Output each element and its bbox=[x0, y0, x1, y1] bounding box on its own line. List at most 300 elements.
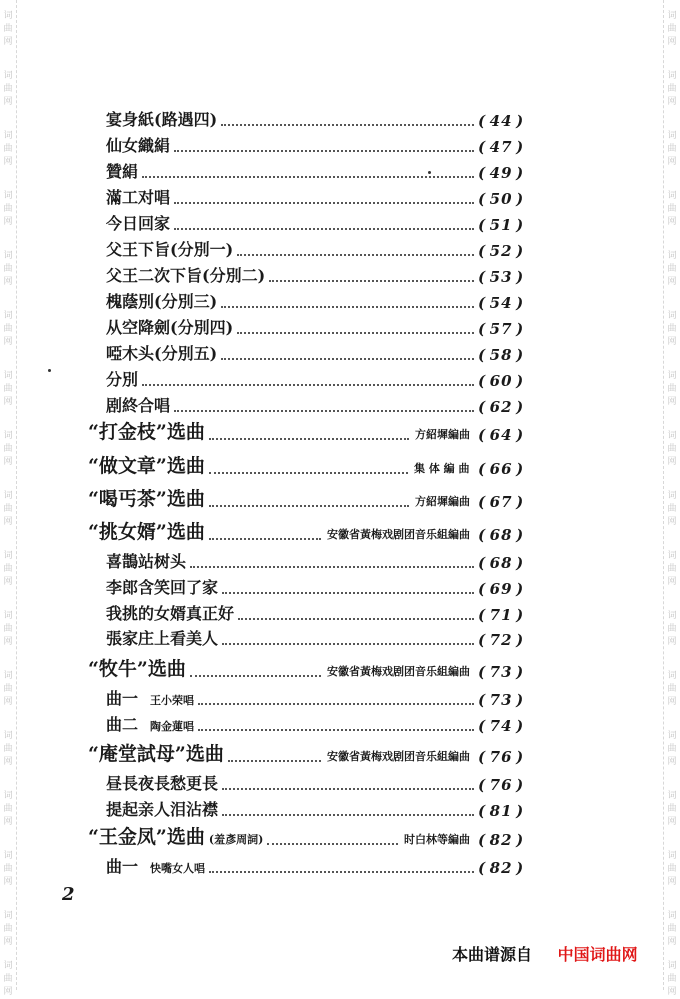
toc-page bbox=[478, 138, 530, 156]
toc-title-text: 贊絹 bbox=[106, 162, 139, 181]
watermark-char: 曲 bbox=[667, 444, 677, 454]
watermark-char: 网 bbox=[667, 217, 677, 227]
watermark-char: 曲 bbox=[667, 804, 677, 814]
watermark-char: 词 bbox=[667, 251, 677, 261]
watermark-text bbox=[0, 70, 16, 109]
toc-page-number: 76 bbox=[489, 748, 513, 766]
toc-page-number: 52 bbox=[489, 242, 513, 260]
paren-open: ( bbox=[478, 398, 487, 416]
toc-title-text: 啞木头(分別五) bbox=[106, 344, 218, 363]
toc-entry[interactable] bbox=[0, 711, 540, 737]
toc-leader-dots bbox=[238, 618, 474, 620]
toc-entry[interactable] bbox=[0, 184, 540, 210]
toc-title-text: “挑女婿”选曲 bbox=[88, 521, 205, 543]
toc-title-text: “牧牛”选曲 bbox=[88, 658, 186, 680]
watermark-char: 词 bbox=[3, 11, 13, 21]
watermark-char: 词 bbox=[3, 791, 13, 801]
toc-entry[interactable] bbox=[0, 625, 540, 651]
toc-page-number: 81 bbox=[489, 802, 513, 820]
paren-open: ( bbox=[478, 691, 487, 709]
watermark-char: 网 bbox=[3, 397, 13, 407]
watermark-char: 曲 bbox=[3, 324, 13, 334]
toc-entry[interactable] bbox=[0, 600, 540, 626]
toc-title bbox=[88, 417, 205, 444]
watermark-char: 词 bbox=[667, 191, 677, 201]
toc-entry[interactable] bbox=[0, 236, 540, 262]
toc-page bbox=[478, 580, 530, 598]
paren-close: ) bbox=[516, 554, 525, 572]
toc-page-number: 58 bbox=[489, 346, 513, 364]
watermark-char: 词 bbox=[667, 551, 677, 561]
watermark-char: 词 bbox=[667, 851, 677, 861]
paren-close: ) bbox=[516, 320, 525, 338]
toc-entry[interactable] bbox=[0, 657, 540, 683]
watermark-text bbox=[664, 190, 680, 229]
watermark-char: 词 bbox=[3, 731, 13, 741]
paren-close: ) bbox=[516, 268, 525, 286]
watermark-char: 词 bbox=[667, 311, 677, 321]
watermark-char: 词 bbox=[3, 671, 13, 681]
watermark-char: 网 bbox=[667, 577, 677, 587]
toc-leader-dots bbox=[222, 788, 474, 790]
watermark-char: 词 bbox=[667, 11, 677, 21]
toc-page bbox=[478, 802, 530, 820]
toc-title bbox=[88, 654, 186, 681]
toc-page bbox=[478, 216, 530, 234]
watermark-char: 网 bbox=[3, 697, 13, 707]
paren-open: ( bbox=[478, 242, 487, 260]
watermark-text bbox=[664, 730, 680, 769]
toc-title-text: 今日回家 bbox=[106, 214, 171, 233]
toc-page-number: 49 bbox=[489, 164, 513, 182]
paren-open: ( bbox=[478, 460, 487, 478]
toc-singer: 王小荣唱 bbox=[150, 694, 195, 707]
toc-entry[interactable] bbox=[0, 106, 540, 132]
toc-leader-dots bbox=[174, 228, 474, 230]
toc-title-text: 喜鵲站树头 bbox=[106, 552, 187, 571]
watermark-char: 网 bbox=[667, 987, 677, 997]
watermark-char: 词 bbox=[667, 791, 677, 801]
toc-title bbox=[88, 822, 263, 849]
toc-leader-dots bbox=[142, 176, 474, 178]
watermark-char: 词 bbox=[667, 731, 677, 741]
toc-entry[interactable] bbox=[0, 158, 540, 184]
paren-open: ( bbox=[478, 606, 487, 624]
toc-page-number: 60 bbox=[489, 372, 513, 390]
toc-title bbox=[106, 107, 217, 130]
toc-page bbox=[478, 346, 530, 364]
paren-open: ( bbox=[478, 346, 487, 364]
toc-page-number: 73 bbox=[489, 691, 513, 709]
paren-open: ( bbox=[478, 268, 487, 286]
paren-close: ) bbox=[516, 631, 525, 649]
watermark-char: 曲 bbox=[667, 744, 677, 754]
paren-close: ) bbox=[516, 294, 525, 312]
watermark-char: 曲 bbox=[3, 974, 13, 984]
toc-title bbox=[106, 341, 217, 364]
toc-entry[interactable] bbox=[0, 340, 540, 366]
paren-close: ) bbox=[516, 526, 525, 544]
toc-leader-dots bbox=[174, 202, 474, 204]
toc-entry[interactable] bbox=[0, 574, 540, 600]
toc-title bbox=[106, 797, 218, 820]
watermark-char: 曲 bbox=[3, 624, 13, 634]
watermark-char: 网 bbox=[3, 37, 13, 47]
toc-title-text: 父王下旨(分別一) bbox=[106, 240, 234, 259]
toc-entry[interactable] bbox=[0, 132, 540, 158]
toc-page-number: 47 bbox=[489, 138, 513, 156]
toc-title-text: 分別 bbox=[106, 370, 139, 389]
paren-close: ) bbox=[516, 776, 525, 794]
toc-leader-dots bbox=[190, 675, 321, 677]
toc-leader-dots bbox=[190, 566, 474, 568]
watermark-char: 网 bbox=[3, 337, 13, 347]
toc-title-text: 曲一 bbox=[106, 857, 139, 876]
toc-arranger: 时白林等編曲 bbox=[404, 833, 470, 846]
source-site-link[interactable]: 中国词曲网 bbox=[557, 945, 638, 964]
toc-leader-dots bbox=[267, 843, 398, 845]
watermark-text bbox=[0, 960, 16, 999]
watermark-text bbox=[664, 790, 680, 829]
paren-open: ( bbox=[478, 802, 487, 820]
toc-title-text: 提起亲人泪沾襟 bbox=[106, 800, 219, 819]
watermark-char: 网 bbox=[667, 397, 677, 407]
watermark-char: 曲 bbox=[3, 444, 13, 454]
toc-page bbox=[478, 460, 530, 478]
paren-close: ) bbox=[516, 346, 525, 364]
toc-entry[interactable] bbox=[0, 288, 540, 314]
toc-entry[interactable] bbox=[0, 487, 540, 513]
watermark-char: 网 bbox=[3, 157, 13, 167]
paren-close: ) bbox=[516, 606, 525, 624]
toc-title-text: 我挑的女婿真正好 bbox=[106, 604, 235, 623]
toc-title-text: “喝丐茶”选曲 bbox=[88, 488, 205, 510]
paren-open: ( bbox=[478, 493, 487, 511]
watermark-char: 词 bbox=[3, 611, 13, 621]
watermark-text bbox=[664, 310, 680, 349]
paren-open: ( bbox=[478, 831, 487, 849]
toc-page bbox=[478, 748, 530, 766]
toc-page-number: 62 bbox=[489, 398, 513, 416]
toc-page-number: 54 bbox=[489, 294, 513, 312]
watermark-char: 曲 bbox=[667, 864, 677, 874]
watermark-char: 词 bbox=[3, 311, 13, 321]
paren-open: ( bbox=[478, 138, 487, 156]
watermark-text bbox=[0, 10, 16, 49]
watermark-char: 曲 bbox=[667, 504, 677, 514]
watermark-char: 词 bbox=[667, 371, 677, 381]
paren-close: ) bbox=[516, 242, 525, 260]
watermark-char: 网 bbox=[3, 937, 13, 947]
toc-title-text: “庵堂試母”选曲 bbox=[88, 743, 224, 765]
watermark-text bbox=[664, 250, 680, 289]
paren-close: ) bbox=[516, 831, 525, 849]
toc-entry[interactable] bbox=[0, 548, 540, 574]
toc-leader-dots bbox=[174, 410, 474, 412]
watermark-char: 曲 bbox=[667, 84, 677, 94]
toc-title bbox=[106, 393, 170, 416]
watermark-text bbox=[664, 70, 680, 109]
toc-page bbox=[478, 663, 530, 681]
watermark-char: 词 bbox=[3, 71, 13, 81]
paren-close: ) bbox=[516, 802, 525, 820]
paren-open: ( bbox=[478, 580, 487, 598]
watermark-char: 词 bbox=[3, 911, 13, 921]
toc-entry[interactable] bbox=[0, 796, 540, 822]
watermark-char: 词 bbox=[3, 491, 13, 501]
toc-title-text: 滿工对唱 bbox=[106, 188, 171, 207]
watermark-char: 曲 bbox=[3, 24, 13, 34]
paren-open: ( bbox=[478, 372, 487, 390]
watermark-char: 曲 bbox=[667, 974, 677, 984]
watermark-char: 曲 bbox=[667, 564, 677, 574]
watermark-char: 词 bbox=[3, 961, 13, 971]
watermark-char: 网 bbox=[3, 637, 13, 647]
toc-page bbox=[478, 426, 530, 444]
toc-leader-dots bbox=[198, 703, 474, 705]
toc-leader-dots bbox=[209, 871, 474, 873]
watermark-char: 词 bbox=[667, 71, 677, 81]
toc-page-number: 72 bbox=[489, 631, 513, 649]
paren-open: ( bbox=[478, 776, 487, 794]
watermark-char: 网 bbox=[667, 517, 677, 527]
toc-arranger: 安徽省黃梅戏剧团音乐組編曲 bbox=[327, 528, 470, 541]
toc-entry[interactable] bbox=[0, 210, 540, 236]
toc-page bbox=[478, 606, 530, 624]
paren-open: ( bbox=[478, 717, 487, 735]
watermark-char: 网 bbox=[3, 987, 13, 997]
paren-close: ) bbox=[516, 663, 525, 681]
toc-leader-dots bbox=[222, 814, 474, 816]
paren-open: ( bbox=[478, 164, 487, 182]
paren-open: ( bbox=[478, 426, 487, 444]
watermark-text bbox=[664, 910, 680, 949]
toc-entry[interactable] bbox=[0, 392, 540, 418]
watermark-char: 曲 bbox=[3, 864, 13, 874]
watermark-char: 网 bbox=[667, 757, 677, 767]
toc-leader-dots bbox=[237, 254, 474, 256]
toc-lyricist: (羞彥周詞) bbox=[208, 833, 264, 846]
toc-leader-dots bbox=[221, 306, 474, 308]
paren-close: ) bbox=[516, 691, 525, 709]
watermark-char: 曲 bbox=[3, 924, 13, 934]
toc-leader-dots bbox=[209, 472, 408, 474]
watermark-char: 曲 bbox=[667, 624, 677, 634]
paren-close: ) bbox=[516, 426, 525, 444]
toc-title-text: 剧終合唱 bbox=[106, 396, 171, 415]
paren-close: ) bbox=[516, 372, 525, 390]
toc-title bbox=[106, 211, 170, 234]
toc-title-text: “打金枝”选曲 bbox=[88, 421, 205, 443]
toc-leader-dots bbox=[209, 505, 409, 507]
paren-close: ) bbox=[516, 164, 525, 182]
toc-page-number: 67 bbox=[489, 493, 513, 511]
toc-page-number: 50 bbox=[489, 190, 513, 208]
toc-entry[interactable] bbox=[0, 366, 540, 392]
toc-title bbox=[88, 484, 205, 511]
watermark-char: 曲 bbox=[667, 144, 677, 154]
toc-title bbox=[106, 263, 265, 286]
toc-page bbox=[478, 112, 530, 130]
paren-close: ) bbox=[516, 493, 525, 511]
toc-title bbox=[106, 626, 218, 649]
toc-page-number: 74 bbox=[489, 717, 513, 735]
toc-title-text: 父王二次下旨(分別二) bbox=[106, 266, 266, 285]
watermark-char: 曲 bbox=[3, 264, 13, 274]
toc-page-number: 57 bbox=[489, 320, 513, 338]
toc-arranger: 集 体 編 曲 bbox=[414, 462, 470, 475]
watermark-char: 曲 bbox=[3, 744, 13, 754]
watermark-char: 网 bbox=[3, 517, 13, 527]
toc-leader-dots bbox=[198, 729, 474, 731]
toc-leader-dots bbox=[174, 150, 474, 152]
toc-title-text: 从空降劍(分別四) bbox=[106, 318, 234, 337]
watermark-char: 网 bbox=[667, 457, 677, 467]
watermark-char: 网 bbox=[3, 577, 13, 587]
toc-page bbox=[478, 717, 530, 735]
toc-leader-dots bbox=[269, 280, 474, 282]
watermark-char: 网 bbox=[667, 97, 677, 107]
toc-page bbox=[478, 859, 530, 877]
watermark-char: 曲 bbox=[3, 384, 13, 394]
toc-title-text: 槐蔭別(分別三) bbox=[106, 292, 218, 311]
watermark-char: 网 bbox=[667, 937, 677, 947]
toc-page bbox=[478, 831, 530, 849]
toc-page-number: 53 bbox=[489, 268, 513, 286]
watermark-char: 词 bbox=[3, 851, 13, 861]
toc-title bbox=[106, 575, 218, 598]
watermark-text bbox=[664, 960, 680, 999]
watermark-char: 网 bbox=[3, 757, 13, 767]
toc-arranger: 方紹墀編曲 bbox=[415, 495, 470, 508]
toc-title bbox=[88, 451, 205, 478]
watermark-char: 曲 bbox=[667, 24, 677, 34]
toc-entry[interactable] bbox=[0, 853, 540, 879]
paren-open: ( bbox=[478, 859, 487, 877]
watermark-char: 词 bbox=[667, 491, 677, 501]
toc-page-number: 44 bbox=[489, 112, 513, 130]
watermark-text bbox=[664, 370, 680, 409]
toc-entry[interactable] bbox=[0, 262, 540, 288]
watermark-char: 网 bbox=[667, 877, 677, 887]
paren-open: ( bbox=[478, 112, 487, 130]
watermark-char: 曲 bbox=[667, 384, 677, 394]
toc-entry[interactable] bbox=[0, 685, 540, 711]
toc-page bbox=[478, 398, 530, 416]
toc-arranger: 方紹墀編曲 bbox=[415, 428, 470, 441]
watermark-char: 网 bbox=[667, 157, 677, 167]
toc-page bbox=[478, 493, 530, 511]
paren-close: ) bbox=[516, 216, 525, 234]
page-number: 2 bbox=[62, 884, 75, 905]
watermark-char: 网 bbox=[667, 637, 677, 647]
watermark-char: 网 bbox=[667, 817, 677, 827]
watermark-char: 曲 bbox=[667, 684, 677, 694]
watermark-char: 词 bbox=[3, 371, 13, 381]
watermark-char: 曲 bbox=[667, 264, 677, 274]
toc-title-text: 宴身紙(路遇四) bbox=[106, 110, 218, 129]
toc-page-number: 71 bbox=[489, 606, 513, 624]
toc-entry[interactable] bbox=[0, 770, 540, 796]
toc-title bbox=[106, 686, 194, 709]
toc-entry[interactable] bbox=[0, 825, 540, 851]
toc-page-number: 69 bbox=[489, 580, 513, 598]
toc-title bbox=[106, 854, 205, 877]
toc-page-number: 82 bbox=[489, 831, 513, 849]
watermark-char: 网 bbox=[667, 337, 677, 347]
watermark-char: 曲 bbox=[3, 204, 13, 214]
watermark-char: 网 bbox=[3, 877, 13, 887]
watermark-char: 词 bbox=[667, 961, 677, 971]
toc-arranger: 安徽省黃梅戏剧团音乐組編曲 bbox=[327, 665, 470, 678]
toc-title-text: 仙女織絹 bbox=[106, 136, 171, 155]
watermark-text bbox=[664, 550, 680, 589]
toc-title-text: 昼長夜長愁更長 bbox=[106, 774, 219, 793]
toc-entry[interactable] bbox=[0, 742, 540, 768]
toc-title bbox=[106, 601, 234, 624]
toc-page bbox=[478, 164, 530, 182]
watermark-text bbox=[664, 610, 680, 649]
watermark-char: 词 bbox=[667, 431, 677, 441]
watermark-text bbox=[0, 910, 16, 949]
watermark-char: 网 bbox=[3, 817, 13, 827]
toc-title bbox=[106, 549, 186, 572]
watermark-char: 词 bbox=[3, 551, 13, 561]
toc-page-number: 51 bbox=[489, 216, 513, 234]
toc-entry[interactable] bbox=[0, 420, 540, 446]
toc-title bbox=[106, 237, 233, 260]
toc-entry[interactable] bbox=[0, 520, 540, 546]
paren-close: ) bbox=[516, 138, 525, 156]
toc-title bbox=[106, 159, 138, 182]
toc-leader-dots bbox=[222, 643, 474, 645]
toc-title-text: 李郎含笑回了家 bbox=[106, 578, 219, 597]
watermark-char: 词 bbox=[3, 251, 13, 261]
toc-entry[interactable] bbox=[0, 314, 540, 340]
toc-page-number: 66 bbox=[489, 460, 513, 478]
toc-page-number: 64 bbox=[489, 426, 513, 444]
source-credit bbox=[452, 942, 638, 965]
watermark-char: 网 bbox=[667, 37, 677, 47]
paren-open: ( bbox=[478, 554, 487, 572]
watermark-char: 词 bbox=[667, 131, 677, 141]
paren-close: ) bbox=[516, 859, 525, 877]
watermark-char: 网 bbox=[3, 217, 13, 227]
paren-open: ( bbox=[478, 216, 487, 234]
watermark-char: 网 bbox=[667, 697, 677, 707]
toc-page bbox=[478, 526, 530, 544]
paren-close: ) bbox=[516, 190, 525, 208]
watermark-char: 词 bbox=[3, 191, 13, 201]
paren-open: ( bbox=[478, 631, 487, 649]
toc-title-text: “王金凤”选曲 bbox=[88, 826, 205, 848]
toc-leader-dots bbox=[221, 124, 474, 126]
toc-title bbox=[106, 712, 194, 735]
toc-page bbox=[478, 631, 530, 649]
toc-arranger: 安徽省黃梅戏剧团音乐組編曲 bbox=[327, 750, 470, 763]
toc-title-text: 曲一 bbox=[106, 689, 139, 708]
paren-close: ) bbox=[516, 748, 525, 766]
toc-leader-dots bbox=[221, 358, 474, 360]
toc-page bbox=[478, 190, 530, 208]
toc-page-number: 73 bbox=[489, 663, 513, 681]
toc-page bbox=[478, 776, 530, 794]
paren-open: ( bbox=[478, 320, 487, 338]
toc-entry[interactable] bbox=[0, 454, 540, 480]
paren-close: ) bbox=[516, 398, 525, 416]
paren-close: ) bbox=[516, 112, 525, 130]
watermark-char: 曲 bbox=[667, 924, 677, 934]
